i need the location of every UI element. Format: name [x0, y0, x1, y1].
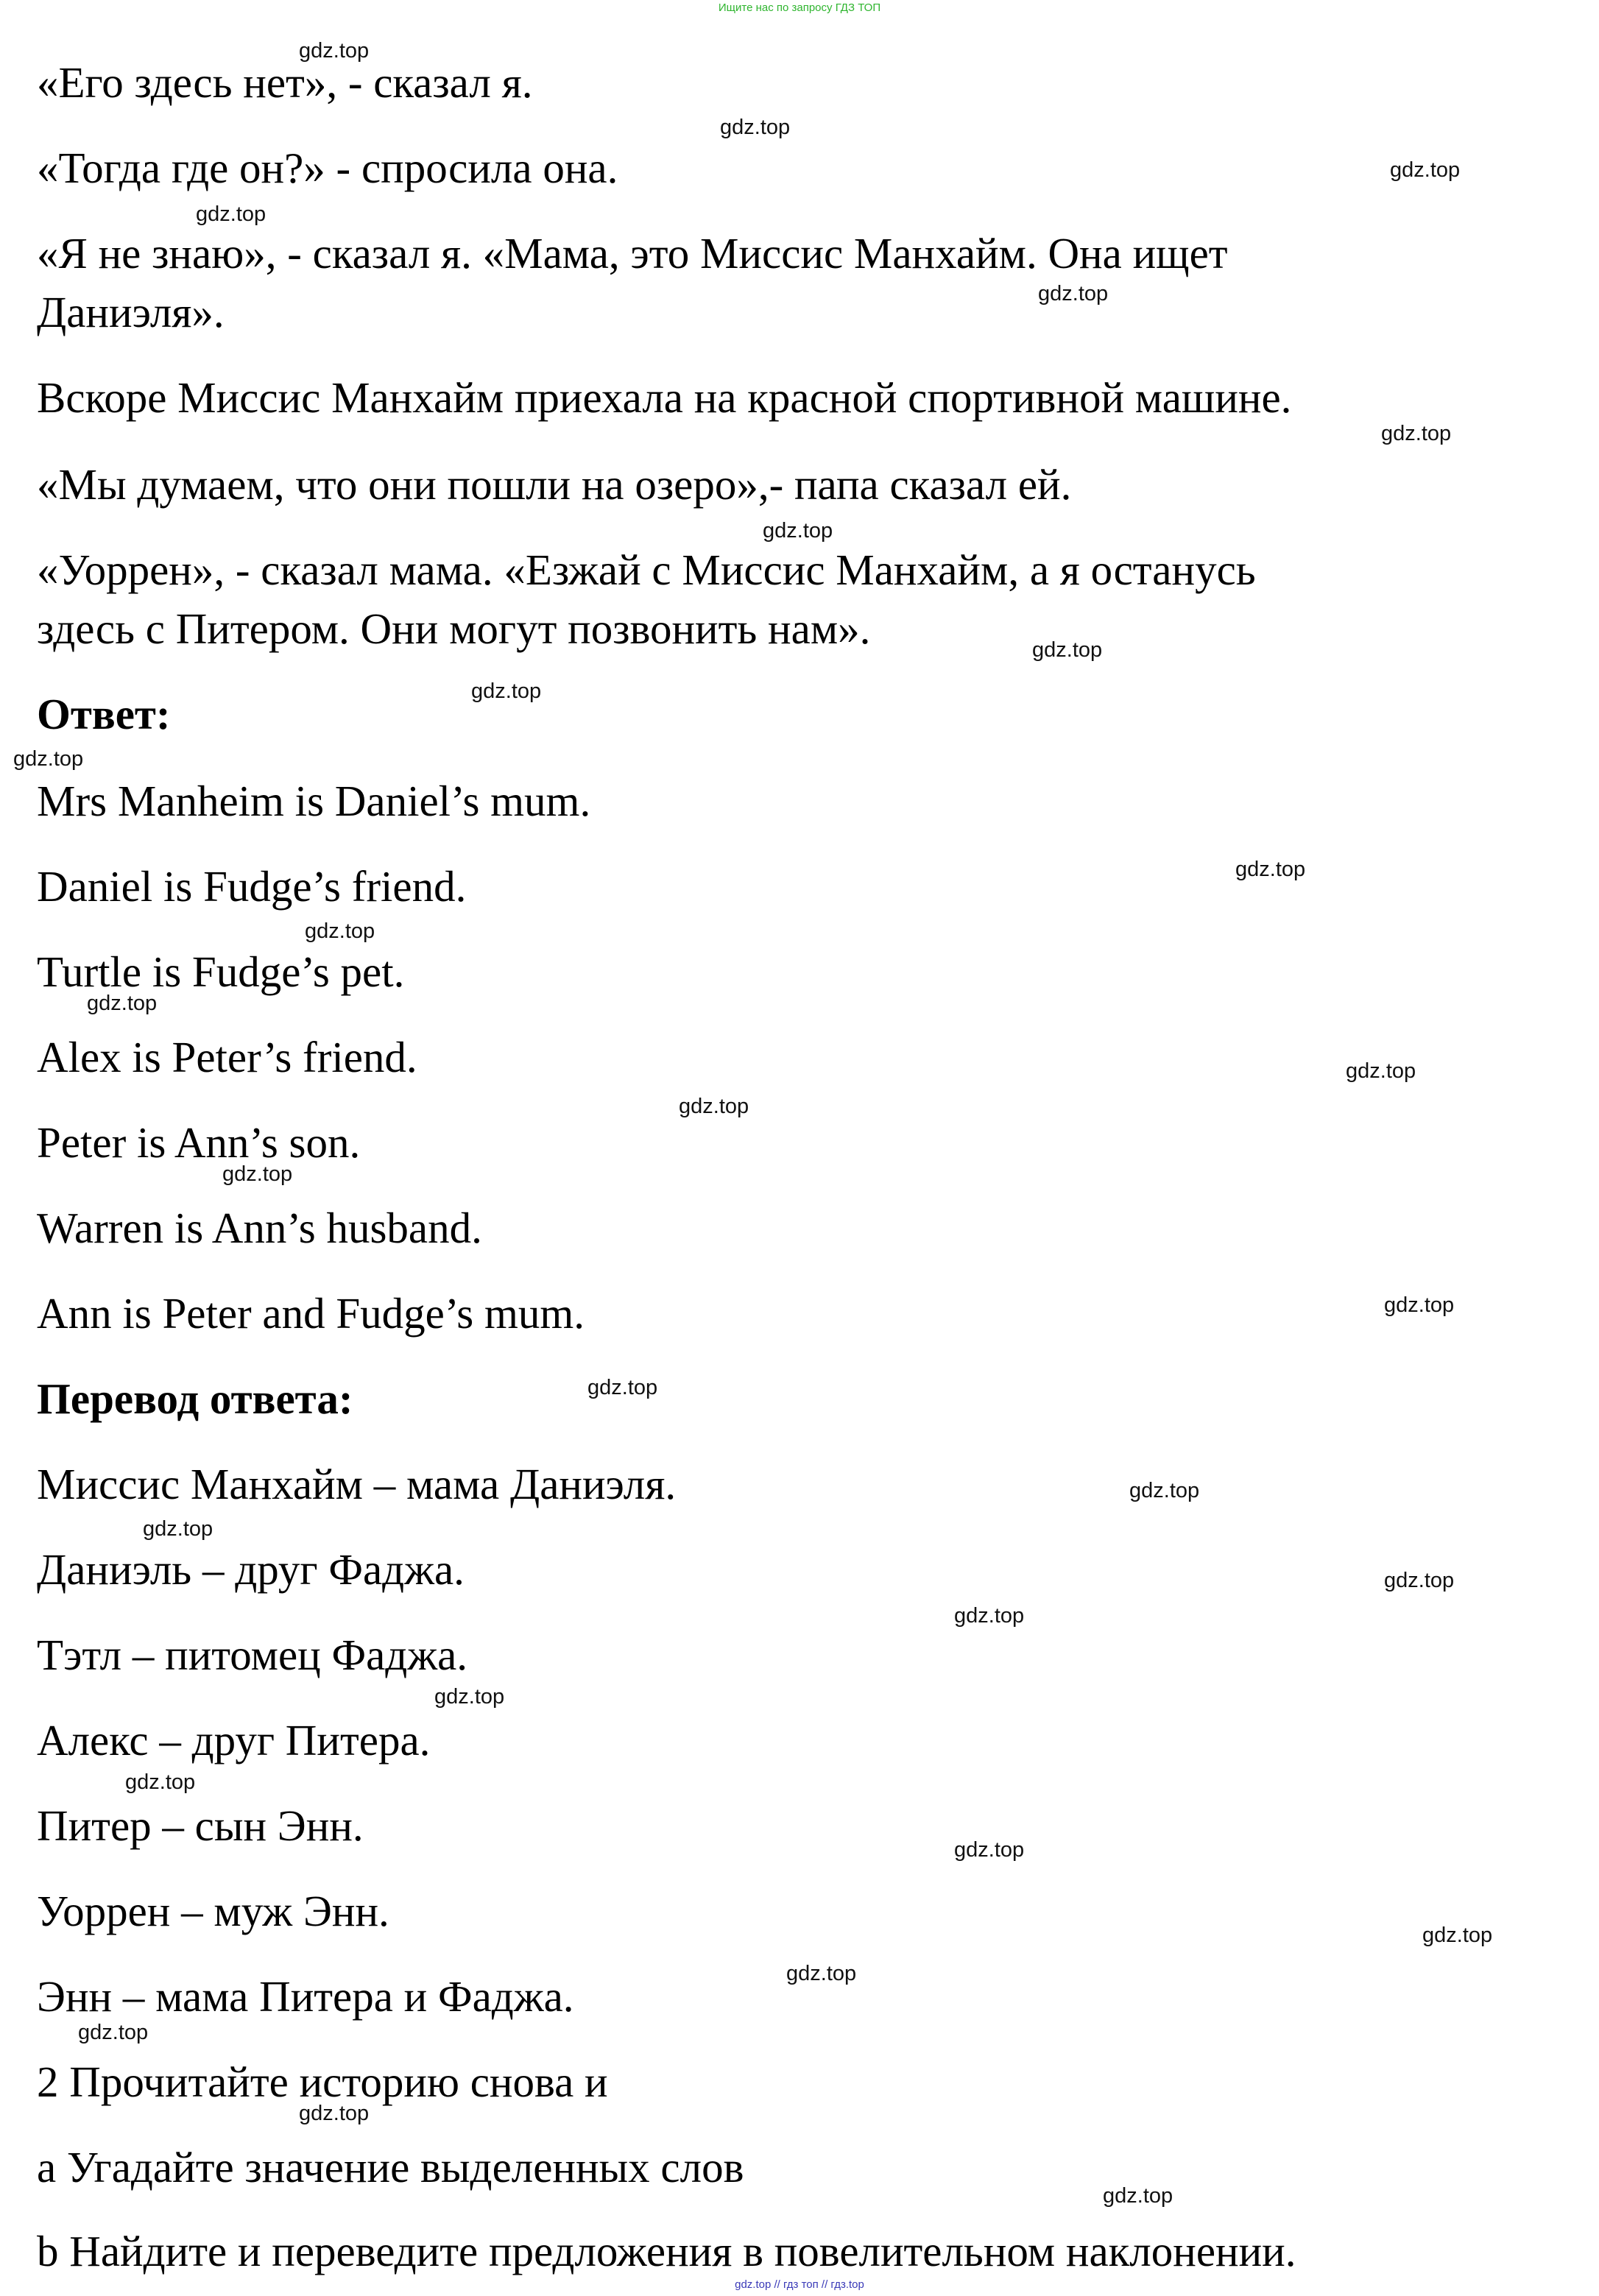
translation-line: Миссис Манхайм – мама Даниэля. — [37, 1460, 677, 1508]
translation-line: Даниэль – друг Фаджа. — [37, 1545, 465, 1594]
watermark: gdz.top — [954, 1604, 1025, 1628]
answer-line: Peter is Ann’s son. — [37, 1118, 361, 1167]
answer-line: Ann is Peter and Fudge’s mum. — [37, 1289, 585, 1338]
footer-banner: gdz.top // гдз топ // гдз.top — [735, 2278, 864, 2291]
translation-line: Тэтл – питомец Фаджа. — [37, 1631, 468, 1679]
watermark: gdz.top — [1384, 1569, 1455, 1592]
text-line: здесь с Питером. Они могут позвонить нам». — [37, 604, 871, 653]
translation-line: Алекс – друг Питера. — [37, 1716, 431, 1765]
watermark: gdz.top — [434, 1685, 505, 1709]
watermark: gdz.top — [143, 1517, 213, 1541]
answer-line: Mrs Manheim is Daniel’s mum. — [37, 777, 591, 825]
watermark: gdz.top — [1381, 422, 1452, 445]
watermark: gdz.top — [196, 202, 266, 226]
answer-line: Turtle is Fudge’s pet. — [37, 947, 405, 996]
watermark: gdz.top — [679, 1095, 749, 1118]
text-line: «Уоррен», - сказал мама. «Езжай с Миссис Манхайм, а я останусь — [37, 545, 1256, 594]
translation-line: Питер – сын Энн. — [37, 1801, 364, 1850]
header-banner: Ищите нас по запросу ГДЗ ТОП — [718, 1, 881, 14]
watermark: gdz.top — [587, 1376, 658, 1399]
watermark: gdz.top — [125, 1770, 196, 1794]
watermark: gdz.top — [1129, 1479, 1200, 1502]
answer-line: Alex is Peter’s friend. — [37, 1033, 417, 1081]
text-line: «Его здесь нет», - сказал я. — [37, 58, 533, 107]
watermark: gdz.top — [1235, 858, 1306, 881]
text-line: Вскоре Миссис Манхайм приехала на красной спортивной машине. — [37, 373, 1292, 422]
watermark: gdz.top — [222, 1162, 293, 1186]
answer-heading: Ответ: — [37, 690, 171, 738]
watermark: gdz.top — [87, 992, 158, 1015]
watermark: gdz.top — [305, 919, 375, 943]
watermark: gdz.top — [299, 2102, 370, 2125]
task-line: b Найдите и переведите предложения в повелительном наклонении. — [37, 2227, 1296, 2275]
text-line: «Тогда где он?» - спросила она. — [37, 144, 618, 192]
watermark: gdz.top — [786, 1962, 857, 1985]
task-line: a Угадайте значение выделенных слов — [37, 2143, 744, 2191]
translation-line: Уоррен – муж Энн. — [37, 1887, 389, 1935]
watermark: gdz.top — [954, 1838, 1025, 1862]
answer-line: Warren is Ann’s husband. — [37, 1204, 482, 1252]
watermark: gdz.top — [763, 519, 833, 543]
watermark: gdz.top — [720, 116, 791, 139]
text-line: Даниэля». — [37, 288, 225, 336]
answer-line: Daniel is Fudge’s friend. — [37, 862, 467, 911]
text-line: «Я не знаю», - сказал я. «Мама, это Миссис Манхайм. Она ищет — [37, 229, 1228, 278]
translation-heading: Перевод ответа: — [37, 1374, 353, 1423]
watermark: gdz.top — [78, 2021, 149, 2044]
watermark: gdz.top — [13, 747, 84, 771]
watermark: gdz.top — [1390, 158, 1461, 182]
watermark: gdz.top — [1038, 282, 1109, 305]
task-line: 2 Прочитайте историю снова и — [37, 2057, 608, 2106]
watermark: gdz.top — [1346, 1059, 1416, 1083]
text-line: «Мы думаем, что они пошли на озеро»,- папа сказал ей. — [37, 460, 1072, 509]
watermark: gdz.top — [1384, 1293, 1455, 1317]
watermark: gdz.top — [1032, 638, 1103, 662]
watermark: gdz.top — [299, 39, 370, 63]
watermark: gdz.top — [1422, 1924, 1493, 1947]
watermark: gdz.top — [1103, 2184, 1173, 2208]
translation-line: Энн – мама Питера и Фаджа. — [37, 1972, 574, 2021]
watermark: gdz.top — [471, 679, 542, 703]
